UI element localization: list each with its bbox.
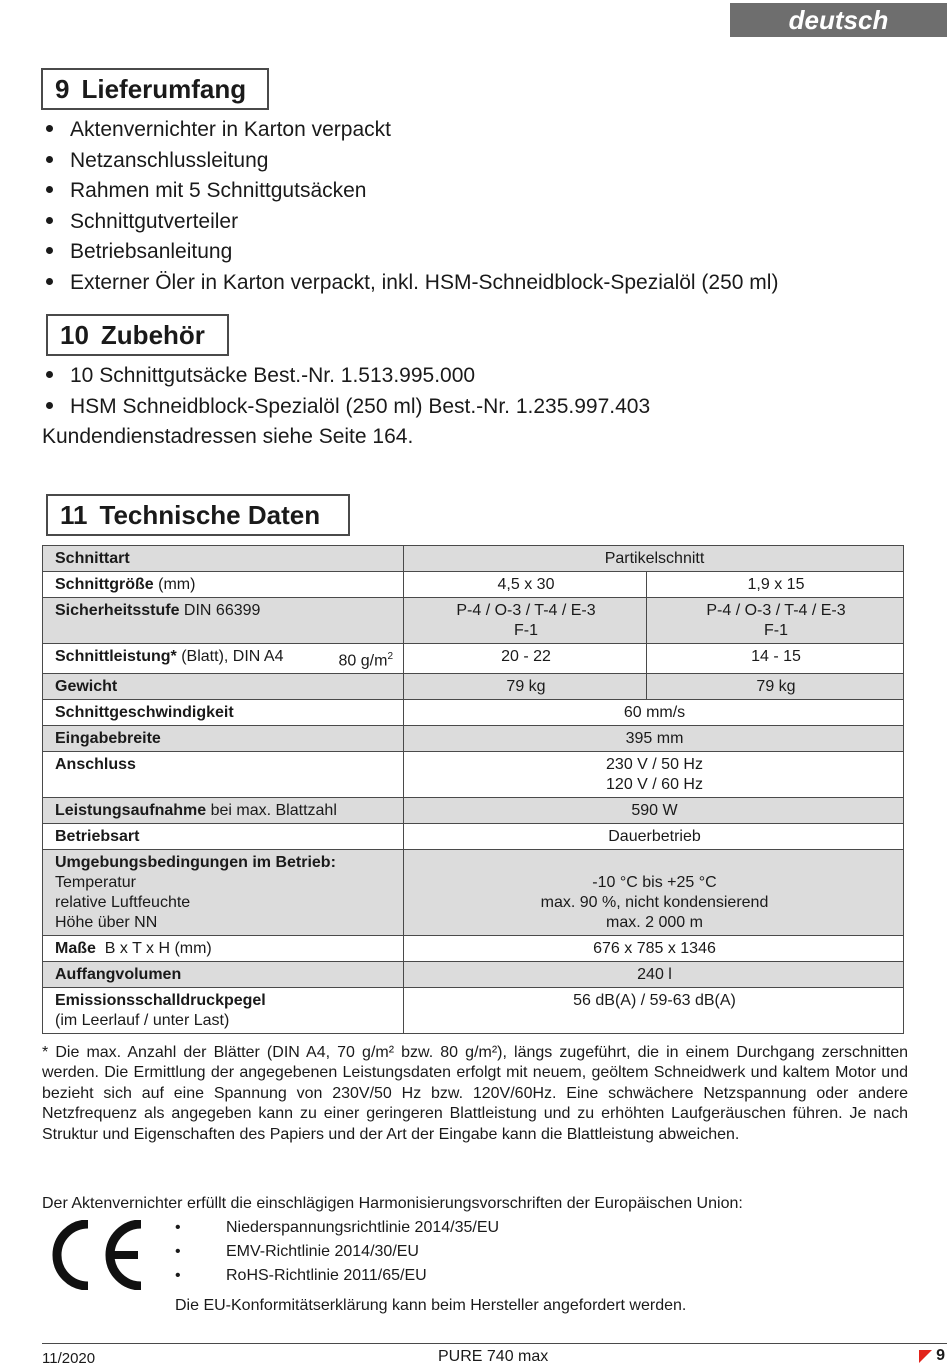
table-row (43, 988, 904, 1034)
footer-page (919, 1347, 945, 1365)
bullet-icon (46, 371, 53, 378)
section-number: 9 (55, 74, 70, 104)
bullet-icon: • (175, 1219, 181, 1236)
list-item: • EMV-Richtlinie 2014/30/EU (175, 1240, 499, 1264)
service-address-note: Kundendienstadressen siehe Seite 164. (42, 425, 414, 448)
footer-date: 11/2020 (42, 1350, 96, 1367)
list-item: Netzanschlussleitung (42, 146, 778, 177)
technical-footnote: * Die max. Anzahl der Blätter (DIN A4, 70 g/m² bzw. 80 g/m²), längs zugeführt, die in einem Durchgang zerschnitten werden. Die Ermittlung der angegebenen Leistungsdaten erfolgt mit neuem, geöltem Schneidwerk und kaltem Motor und bezieht sich auf eine Spannung von 230V/50 Hz bzw. 120V/60Hz. Eine schwächere Netzspannung oder andere Netzfrequenz als angegeben kann zu einer geringeren Blattleistung und zu erhöhten Laufgeräuschen führen. Je nach Struktur und Eigenschaften des Papiers und der Art der Eingabe kann die Blattleistung abweichen. (42, 1044, 908, 1143)
footer-model: PURE 740 max (438, 1348, 549, 1365)
row-value: 676 x 785 x 1346 (404, 936, 904, 962)
section-title: Zubehör (100, 320, 205, 350)
list-item: Externer Öler in Karton verpackt, inkl. HSM-Schneidblock-Spezialöl (250 ml) (42, 268, 778, 299)
row-value: 79 kg (647, 674, 904, 700)
row-value: 1,9 x 15 (647, 572, 904, 598)
list-item: • Niederspannungsrichtlinie 2014/35/EU (175, 1216, 499, 1240)
delivery-scope-list (42, 115, 778, 299)
row-value: 79 kg (404, 674, 647, 700)
bullet-icon (46, 156, 53, 163)
row-value: Dauerbetrieb (404, 824, 904, 850)
conformity-note: Die EU-Konformitätserklärung kann beim Hersteller angefordert werden. (175, 1297, 687, 1314)
row-label: Schnittgeschwindigkeit (43, 700, 404, 726)
row-value: 230 V / 50 Hz 120 V / 60 Hz (404, 752, 904, 798)
section-title: Lieferumfang (81, 74, 247, 104)
row-label: Maße B x T x H (mm) (43, 936, 404, 962)
table-row (43, 700, 904, 726)
table-row (43, 752, 904, 798)
table-row (43, 674, 904, 700)
directives-list (175, 1216, 499, 1288)
row-label: Gewicht (43, 674, 404, 700)
row-value: 20 - 22 (404, 644, 647, 674)
row-label: Eingabebreite (43, 726, 404, 752)
row-value: 590 W (404, 798, 904, 824)
row-value: 4,5 x 30 (404, 572, 647, 598)
section-9-heading (41, 68, 269, 110)
section-number: 11 (60, 500, 88, 530)
row-label: Betriebsart (43, 824, 404, 850)
row-label: Schnittgröße (mm) (43, 572, 404, 598)
row-label: Auffangvolumen (43, 962, 404, 988)
bullet-icon (46, 278, 53, 285)
list-item: • RoHS-Richtlinie 2011/65/EU (175, 1264, 499, 1288)
language-tab: deutsch (730, 3, 947, 37)
list-item: Betriebsanleitung (42, 237, 778, 268)
bullet-icon (46, 186, 53, 193)
row-label: Leistungsaufnahme bei max. Blattzahl (43, 798, 404, 824)
row-value: 14 - 15 (647, 644, 904, 674)
list-item: Rahmen mit 5 Schnittgutsäcken (42, 176, 778, 207)
row-value: 56 dB(A) / 59-63 dB(A) (404, 988, 904, 1034)
table-row (43, 644, 904, 674)
row-value: P-4 / O-3 / T-4 / E-3 F-1 (647, 598, 904, 644)
row-value: 240 l (404, 962, 904, 988)
section-11-heading (46, 494, 350, 536)
list-item: Schnittgutverteiler (42, 207, 778, 238)
technical-data-table (42, 545, 904, 1034)
bullet-icon: • (175, 1267, 181, 1284)
row-label: Umgebungsbedingungen im Betrieb: Temperatur relative Luftfeuchte Höhe über NN (43, 850, 404, 936)
table-row (43, 726, 904, 752)
table-row (43, 598, 904, 644)
row-value: -10 °C bis +25 °C max. 90 %, nicht kondensierend max. 2 000 m (404, 850, 904, 936)
page-corner-icon (919, 1350, 932, 1363)
row-value: 395 mm (404, 726, 904, 752)
row-value: Partikelschnitt (404, 546, 904, 572)
accessories-list (42, 361, 650, 422)
table-row (43, 962, 904, 988)
section-number: 10 (60, 320, 89, 350)
table-row (43, 850, 904, 936)
bullet-icon (46, 125, 53, 132)
table-row (43, 936, 904, 962)
row-label: Schnittleistung* (Blatt), DIN A4 80 $g/m^2$ (43, 644, 404, 674)
section-10-heading (46, 314, 229, 356)
bullet-icon (46, 247, 53, 254)
row-value: 60 mm/s (404, 700, 904, 726)
bullet-icon: • (175, 1243, 181, 1260)
table-row (43, 572, 904, 598)
row-label: Sicherheitsstufe DIN 66399 (43, 598, 404, 644)
table-row (43, 546, 904, 572)
footer-divider (42, 1343, 947, 1344)
conformity-intro: Der Aktenvernichter erfüllt die einschlägigen Harmonisierungsvorschriften der Europäischen Union: (42, 1195, 743, 1212)
row-label: Emissionsschalldruckpegel (im Leerlauf / unter Last) (43, 988, 404, 1034)
page-number: 9 (936, 1347, 945, 1364)
table-row (43, 824, 904, 850)
list-item: Aktenvernichter in Karton verpackt (42, 115, 778, 146)
list-item: HSM Schneidblock-Spezialöl (250 ml) Best.-Nr. 1.235.997.403 (42, 392, 650, 423)
row-value: P-4 / O-3 / T-4 / E-3 F-1 (404, 598, 647, 644)
section-title: Technische Daten (99, 500, 321, 530)
list-item: 10 Schnittgutsäcke Best.-Nr. 1.513.995.000 (42, 361, 650, 392)
row-label: Anschluss (43, 752, 404, 798)
bullet-icon (46, 217, 53, 224)
ce-mark-logo (48, 1220, 146, 1290)
bullet-icon (46, 402, 53, 409)
row-label: Schnittart (43, 546, 404, 572)
table-row (43, 798, 904, 824)
